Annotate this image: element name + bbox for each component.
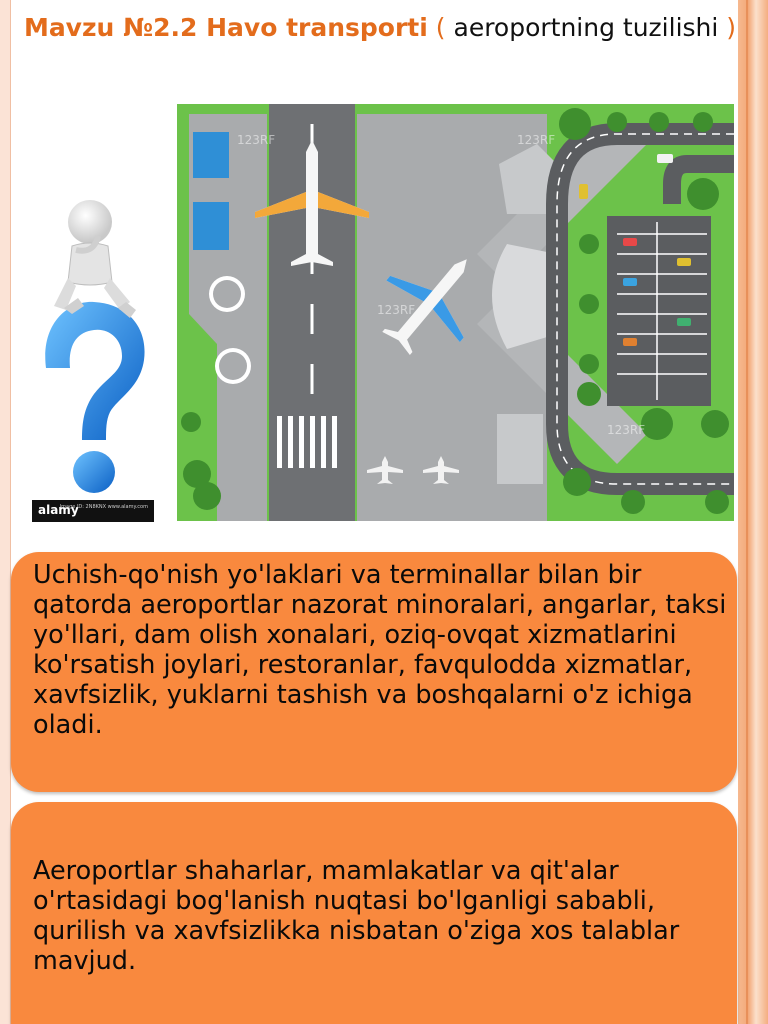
map-watermark: 123RF xyxy=(237,133,276,147)
info-text-facilities: Uchish-qo'nish yo'laklari va terminallar bilan bir qatorda aeroportlar nazorat minoralari, angarlar, taksi yo'llari, dam olish xonalari, oziq-ovqat xizmatlarini ko'rsatish joylari, restoranlar, favqulodda xizmatlar, xavfsizlik, yuklarni tashish va boshqalarni o'z ichiga oladi. xyxy=(33,560,727,740)
title-open-paren: ( xyxy=(435,13,446,42)
airport-map-illustration xyxy=(177,104,734,521)
image-id-text: Image ID: 2N8KNX www.alamy.com xyxy=(59,504,148,510)
slide-title xyxy=(20,12,740,44)
map-watermark: 123RF xyxy=(607,423,646,437)
title-close-paren: ) xyxy=(726,13,737,42)
alamy-logo: alamy xyxy=(38,503,79,517)
info-text-requirements: Aeroportlar shaharlar, mamlakatlar va qit'alar o'rtasidagi bog'lanish nuqtasi bo'lganligi sababli, qurilish va xavfsizlikka nisbatan o'ziga xos talablar mavjud. xyxy=(33,856,680,976)
slide-frame-right xyxy=(738,0,768,1024)
map-watermark: 123RF xyxy=(517,133,556,147)
question-mark-icon xyxy=(32,190,154,500)
thinker-illustration xyxy=(32,190,154,522)
info-box-requirements xyxy=(11,802,737,1024)
watermark-text: alamy xyxy=(86,337,117,348)
map-watermark: 123RF xyxy=(377,303,416,317)
title-sub: aeroportning tuzilishi xyxy=(445,13,727,42)
title-main: Mavzu №2.2 Havo transporti xyxy=(23,13,428,42)
info-box-facilities xyxy=(11,552,737,792)
image-credit-bar xyxy=(32,500,154,522)
slide-frame-left xyxy=(0,0,11,1024)
